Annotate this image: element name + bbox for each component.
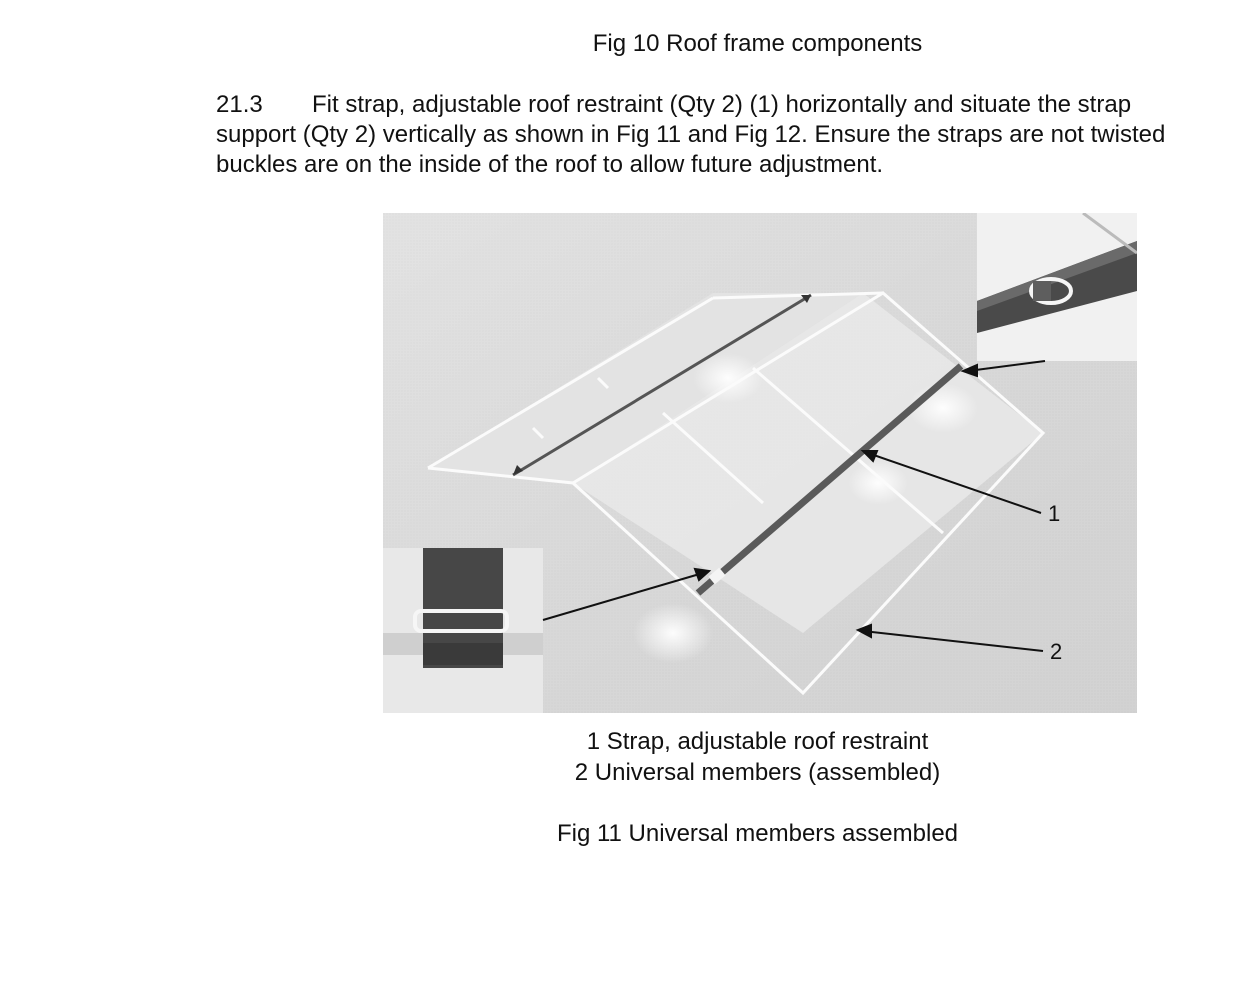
fig11-caption: Fig 11 Universal members assembled: [556, 820, 959, 847]
roof-frame-illustration: [383, 213, 1137, 713]
inset-strap-support-detail: [383, 548, 543, 713]
instruction-paragraph: [216, 90, 1233, 180]
paragraph-line-2: support (Qty 2) vertically as shown in Fig 11 and Fig 12. Ensure the straps are not twisted: [216, 121, 1166, 148]
figure-legend: [0, 726, 1233, 788]
roof-frame-photo: [383, 213, 1137, 713]
paragraph-line-1: [216, 90, 1233, 120]
fig10-caption: Fig 10 Roof frame components: [592, 30, 923, 57]
paragraph-number: 21.3: [216, 91, 263, 118]
legend-item-2: 2 Universal members (assembled): [574, 759, 941, 786]
legend-item-1: 1 Strap, adjustable roof restraint: [586, 728, 929, 755]
callout-label-1: 1: [1048, 501, 1061, 526]
paragraph-line-3: buckles are on the inside of the roof to allow future adjustment.: [216, 151, 884, 178]
callout-label-2: 2: [1050, 639, 1063, 664]
paragraph-line-1-text: Fit strap, adjustable roof restraint (Qty 2) (1) horizontally and situate the strap: [312, 91, 1132, 118]
inset-buckle-detail: [977, 213, 1137, 361]
